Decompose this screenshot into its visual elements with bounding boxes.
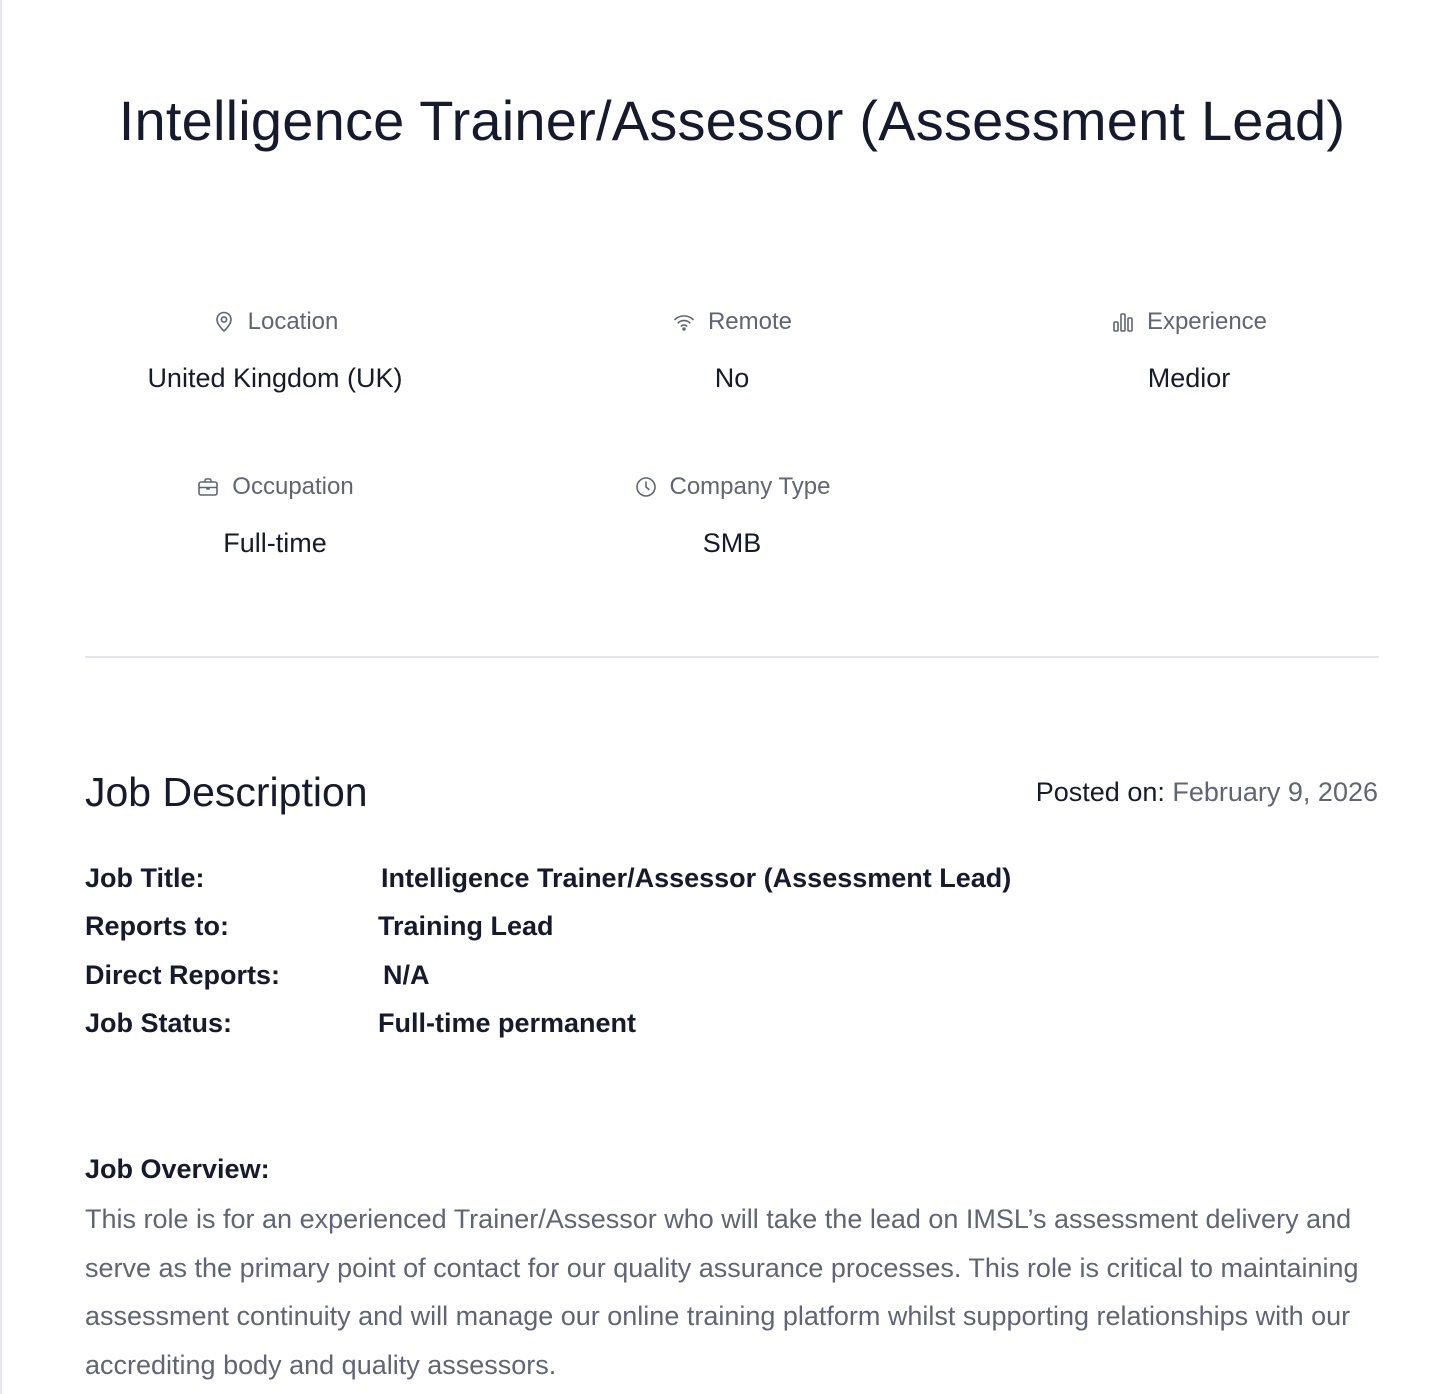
- wifi-icon: [672, 310, 696, 334]
- meta-occupation-value: Full-time: [223, 528, 327, 558]
- info-key: Direct Reports:: [85, 960, 281, 990]
- meta-occupation-label-row: [75, 470, 475, 504]
- meta-company-type-label-row: [532, 470, 932, 504]
- posted-on-label: Posted on:: [1035, 777, 1165, 807]
- map-pin-icon: [212, 310, 236, 334]
- job-overview-heading: Job Overview:: [85, 1154, 270, 1184]
- meta-experience-label: Experience: [1146, 308, 1268, 335]
- meta-remote: [532, 305, 932, 395]
- info-value: Full-time permanent: [378, 1008, 637, 1038]
- meta-experience: [989, 305, 1389, 395]
- info-value: N/A: [383, 960, 430, 990]
- info-value: Training Lead: [378, 911, 554, 941]
- meta-company-type-value: SMB: [702, 528, 762, 558]
- info-value: Intelligence Trainer/Assessor (Assessment Lead): [381, 863, 1012, 893]
- posted-on: [1036, 774, 1378, 810]
- meta-occupation: [75, 470, 475, 560]
- meta-company-type-label: Company Type: [669, 473, 831, 500]
- page-title: Intelligence Trainer/Assessor (Assessment Lead): [118, 89, 1346, 152]
- info-key: Reports to:: [85, 911, 229, 941]
- bar-chart-icon: [1111, 310, 1135, 334]
- clock-icon: [634, 475, 658, 499]
- meta-remote-label: Remote: [707, 308, 793, 335]
- section-divider: [85, 656, 1379, 658]
- posted-on-date: February 9, 2026: [1172, 777, 1378, 807]
- info-key: Job Status:: [85, 1008, 233, 1038]
- meta-experience-label-row: [989, 305, 1389, 339]
- job-description-heading: Job Description: [85, 769, 368, 815]
- meta-remote-label-row: [532, 305, 932, 339]
- meta-location-label: Location: [247, 308, 339, 335]
- meta-company-type: [532, 470, 932, 560]
- meta-remote-value: No: [714, 363, 750, 393]
- page-left-border: [0, 0, 2, 1394]
- job-overview-text: This role is for an experienced Trainer/Assessor who will take the lead on IMSL’s assessment delivery and serve as the primary point of contact for our quality assurance processes. This role is critical to maintaining assessment continuity and will manage our online training platform whilst supporting relationships with our accrediting body and quality assessors.: [85, 1204, 1359, 1380]
- briefcase-icon: [196, 475, 220, 499]
- info-key: Job Title:: [85, 863, 205, 893]
- meta-location-label-row: [75, 305, 475, 339]
- meta-occupation-label: Occupation: [232, 473, 354, 500]
- meta-location: [75, 305, 475, 395]
- meta-location-value: United Kingdom (UK): [147, 363, 403, 393]
- meta-experience-value: Medior: [1147, 363, 1231, 393]
